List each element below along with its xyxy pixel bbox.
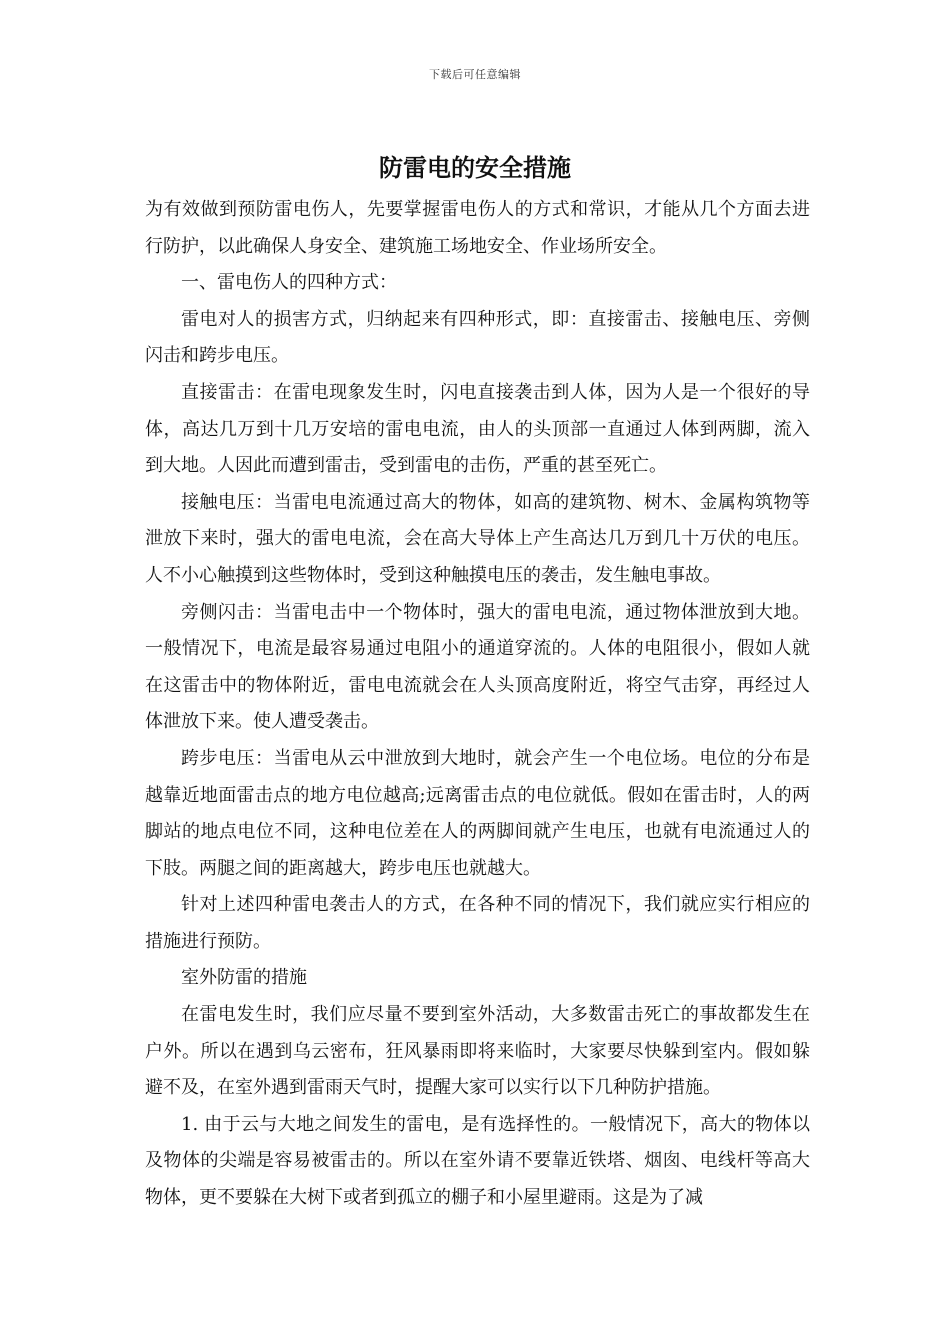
paragraph-summary: 雷电对人的损害方式，归纳起来有四种形式，即：直接雷击、接触电压、旁侧闪击和跨步电压。 [145, 308, 810, 367]
section-heading-outdoor: 室外防雷的措施 [181, 967, 307, 989]
document-body [145, 192, 810, 1217]
paragraph-direct-strike: 直接雷击：在雷电现象发生时，闪电直接袭击到人体，因为人是一个很好的导体，高达几万到十几万安培的雷电电流，由人的头顶部一直通过人体到两脚，流入到大地。人因此而遭到雷击，受到雷电的击伤，严重的甚至死亡。 [145, 381, 810, 477]
paragraph-contact-voltage: 接触电压：当雷电电流通过高大的物体，如高的建筑物、树木、金属构筑物等泄放下来时，强大的雷电电流，会在高大导体上产生高达几万到几十万伏的电压。人不小心触摸到这些物体时，受到这种触摸电压的袭击，发生触电事故。 [145, 491, 810, 586]
section-heading-four-ways: 一、雷电伤人的四种方式： [181, 272, 397, 294]
header-note: 下载后可任意编辑 [429, 68, 521, 81]
paragraph-measures-intro: 针对上述四种雷电袭击人的方式，在各种不同的情况下，我们就应实行相应的措施进行预防。 [145, 894, 810, 952]
paragraph-intro: 为有效做到预防雷电伤人，先要掌握雷电伤人的方式和常识，才能从几个方面去进行防护，以此确保人身安全、建筑施工场地安全、作业场所安全。 [145, 199, 810, 257]
document-title: 防雷电的安全措施 [379, 153, 571, 182]
paragraph-outdoor-advice: 在雷电发生时，我们应尽量不要到室外活动，大多数雷击死亡的事故都发生在户外。所以在遇到乌云密布，狂风暴雨即将来临时，大家要尽快躲到室内。假如躲避不及，在室外遇到雷雨天气时，提醒大家可以实行以下几种防护措施。 [145, 1004, 810, 1099]
paragraph-item-1: 1. 由于云与大地之间发生的雷电，是有选择性的。一般情况下，高大的物体以及物体的尖端是容易被雷击的。所以在室外请不要靠近铁塔、烟囱、电线杆等高大物体，更不要躲在大树下或者到孤立的棚子和小屋里避雨。这是为了减 [145, 1113, 810, 1209]
paragraph-side-flash: 旁侧闪击：当雷电击中一个物体时，强大的雷电电流，通过物体泄放到大地。一般情况下，电流是最容易通过电阻小的通道穿流的。人体的电阻很小，假如人就在这雷击中的物体附近，雷电电流就会在人头顶高度附近，将空气击穿，再经过人体泄放下来。使人遭受袭击。 [145, 601, 810, 733]
paragraph-step-voltage: 跨步电压：当雷电从云中泄放到大地时，就会产生一个电位场。电位的分布是越靠近地面雷击点的地方电位越高;远离雷击点的电位就低。假如在雷击时，人的两脚站的地点电位不同，这种电位差在人的两脚间就产生电压，也就有电流通过人的下肢。两腿之间的距离越大，跨步电压也就越大。 [145, 747, 810, 879]
